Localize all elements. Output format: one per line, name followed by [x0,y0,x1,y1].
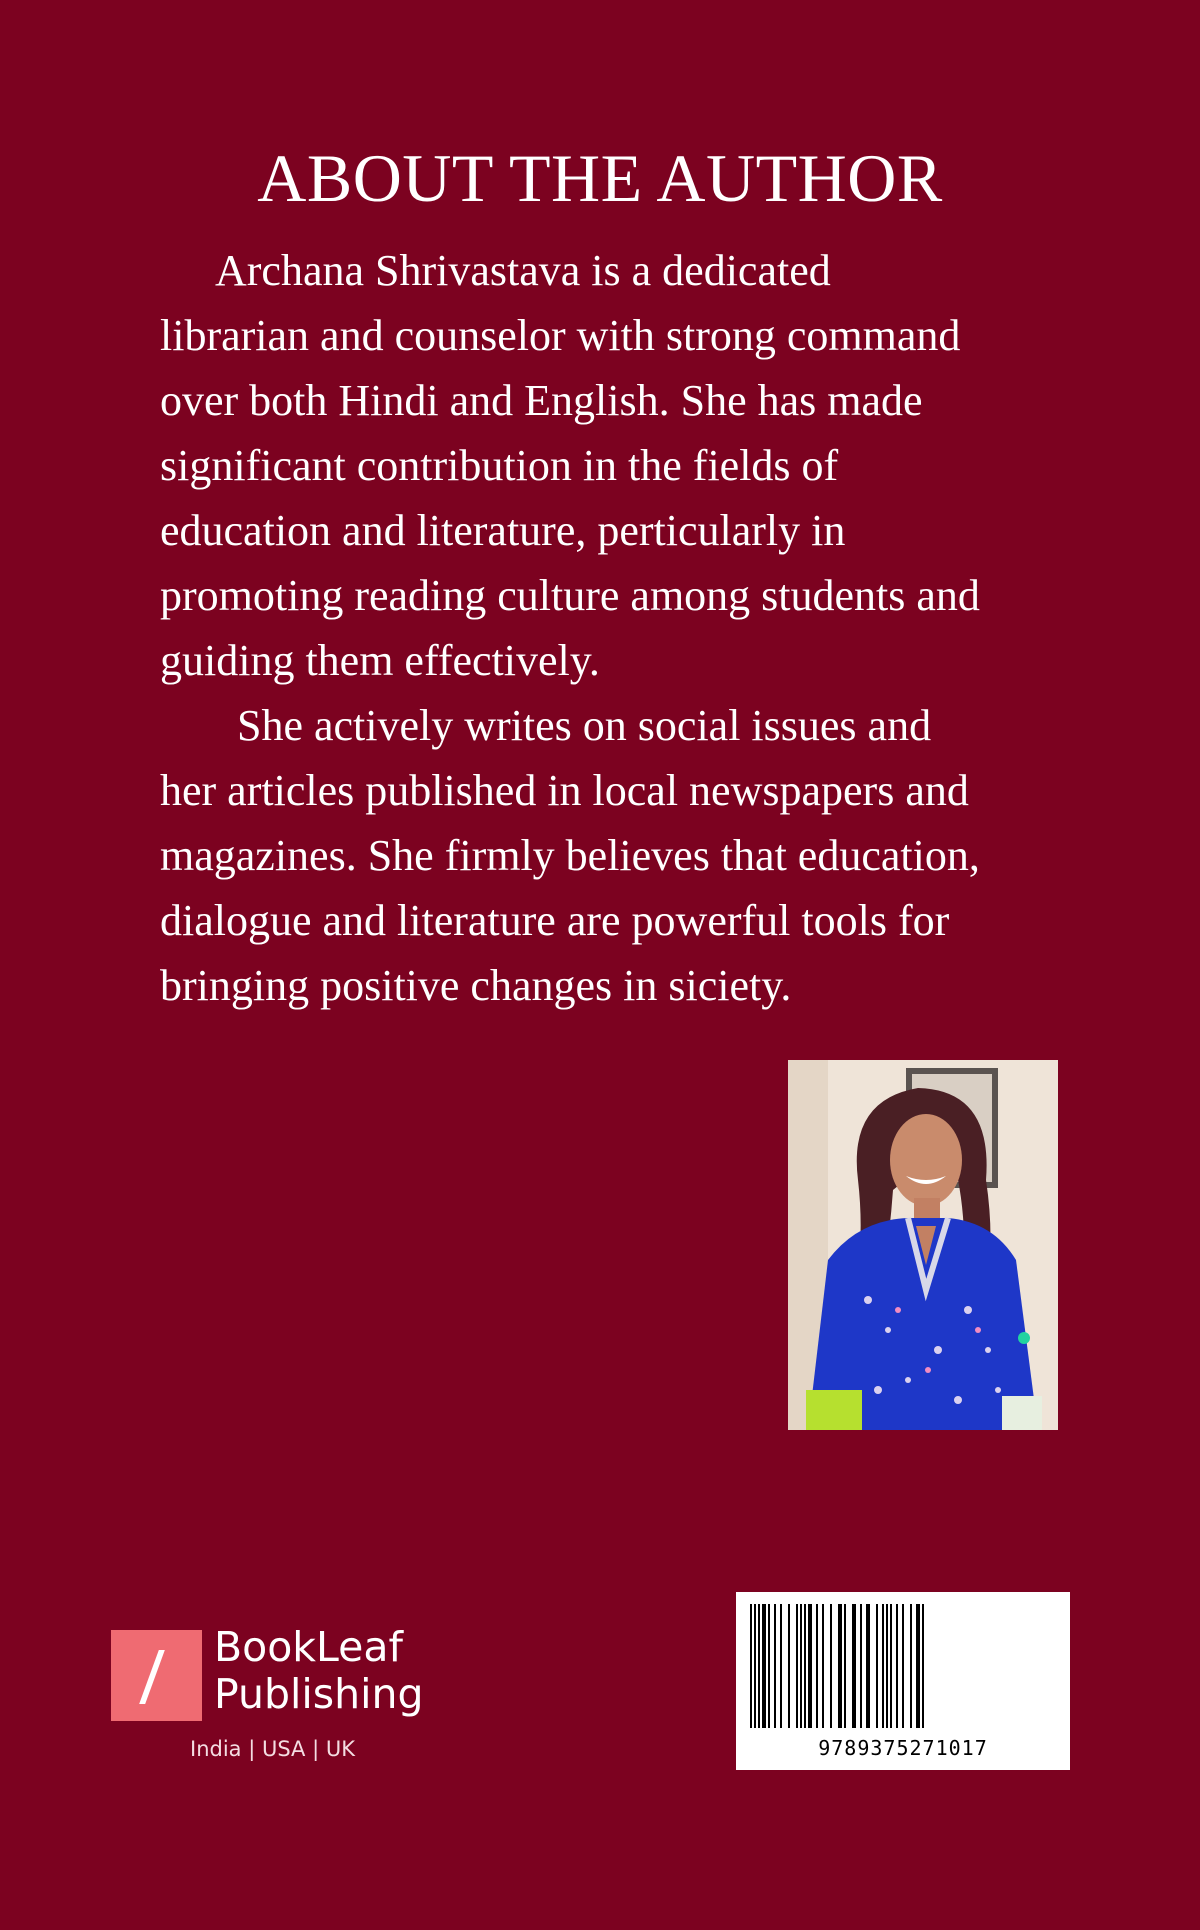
barcode-bar [796,1604,798,1728]
isbn-barcode [736,1592,1070,1770]
bio-line: guiding them effectively. [160,636,600,685]
bio-line: bringing positive changes in siciety. [160,961,792,1010]
publisher-name-line-2: Publishing [214,1670,424,1718]
bio-line: librarian and counselor with strong command [160,311,961,360]
barcode-bar [882,1604,884,1728]
barcode-bar [922,1604,924,1728]
barcode-bar [822,1604,824,1728]
barcode-bar [780,1604,782,1728]
barcode-bar [758,1604,760,1728]
barcode-bar [896,1604,898,1728]
author-bio [160,238,1100,1018]
bio-line: over both Hindi and English. She has made [160,376,923,425]
barcode-bar [804,1604,806,1728]
barcode-bar [852,1604,856,1728]
bio-line: promoting reading culture among students and [160,571,980,620]
barcode-bar [838,1604,842,1728]
barcode-bar [890,1604,892,1728]
bio-line: Archana Shrivastava is a dedicated [160,246,831,295]
barcode-bar [750,1604,752,1728]
bio-line: She actively writes on social issues and [160,701,932,750]
barcode-bar [762,1604,766,1728]
bio-line: her articles published in local newspapers and [160,766,969,815]
publisher-name [214,1624,424,1718]
barcode-bar [910,1604,912,1728]
bio-line: dialogue and literature are powerful tools for [160,896,950,945]
barcode-bar [768,1604,770,1728]
barcode-bar [788,1604,790,1728]
barcode-bar [774,1604,776,1728]
barcode-bar [916,1604,920,1728]
barcode-bar [876,1604,878,1728]
bio-line: significant contribution in the fields of [160,441,839,490]
barcode-bar [754,1604,756,1728]
bio-line: education and literature, perticularly in [160,506,846,555]
barcode-bar [830,1604,832,1728]
bio-paragraph-1 [160,238,1100,693]
barcode-bar [866,1604,870,1728]
cover-title: ABOUT THE AUTHOR [257,140,943,216]
publisher-logo-mark [111,1630,202,1721]
barcode-bar [808,1604,812,1728]
bio-paragraph-2 [160,693,1100,1018]
barcode-bar [902,1604,904,1728]
barcode-bar [886,1604,888,1728]
isbn-number: 9789375271017 [818,1736,988,1760]
publisher-name-line-1: BookLeaf [214,1623,403,1671]
barcode-bar [800,1604,802,1728]
bio-line: magazines. She firmly believes that education, [160,831,980,880]
barcode-bar [816,1604,818,1728]
publisher-regions: India | USA | UK [190,1737,355,1761]
author-photo [788,1060,1058,1430]
barcode-bar [844,1604,846,1728]
barcode-bar [860,1604,862,1728]
